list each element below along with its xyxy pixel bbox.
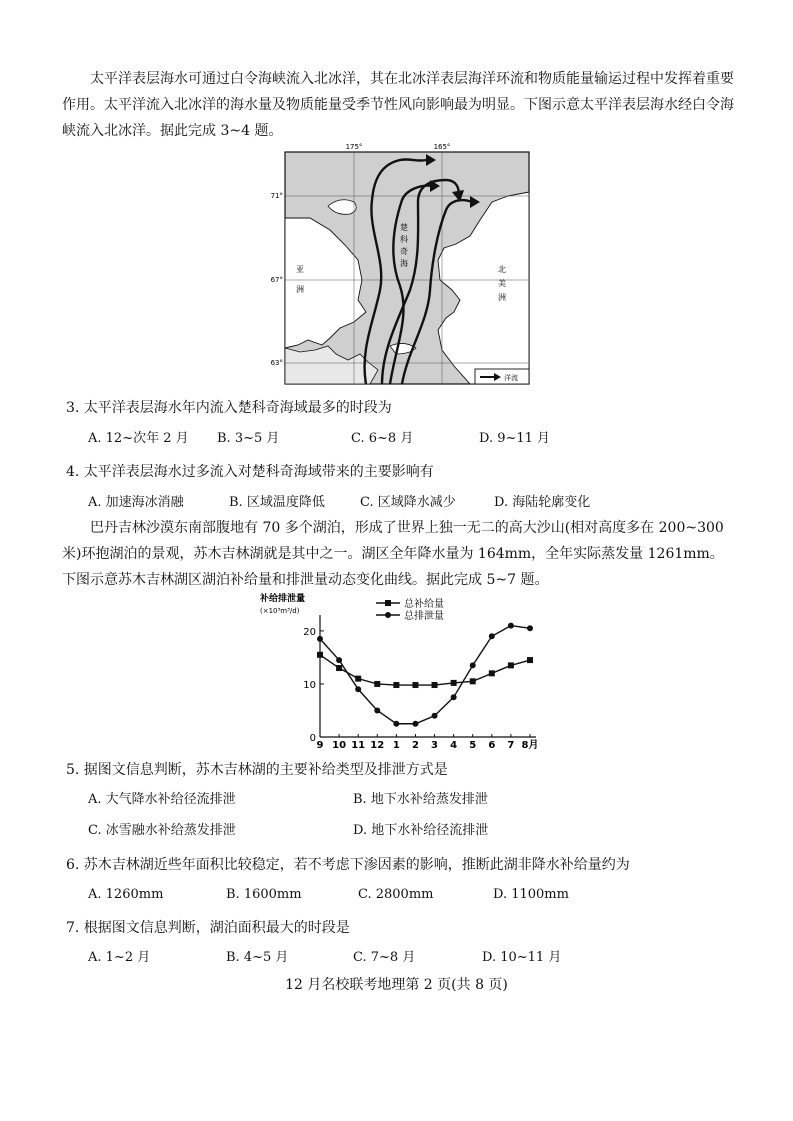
legend-circle-icon: [385, 612, 391, 618]
legend-label-1: 总排泄量: [404, 611, 444, 622]
supply-point: [432, 682, 438, 688]
x-tick-label: 3: [431, 740, 439, 751]
legend-label-0: 总补给量: [404, 599, 444, 610]
q5-option-c[interactable]: C. 冰雪融水补给蒸发排泄: [88, 823, 236, 838]
q3-option-b[interactable]: B. 3~5 月: [217, 431, 280, 446]
q3-option-a[interactable]: A. 12~次年 2 月: [88, 431, 189, 446]
q4-option-a[interactable]: A. 加速海冰消融: [88, 495, 184, 510]
lake-balance-chart: [258, 591, 540, 751]
lat-label-63: 63°: [270, 359, 283, 367]
supply-point: [527, 657, 533, 663]
x-tick-label: 5: [469, 740, 477, 751]
x-tick-label: 12: [370, 740, 385, 751]
legend-label: 洋流: [504, 374, 518, 382]
discharge-point: [412, 721, 418, 727]
discharge-point: [508, 623, 514, 629]
x-tick-label: 6: [488, 740, 496, 751]
x-tick-label: 10: [332, 740, 347, 751]
north-america-label: 北美洲: [498, 265, 506, 302]
q7-option-c[interactable]: C. 7~8 月: [353, 950, 416, 965]
question-4-stem: 4. 太平洋表层海水过多流入对楚科奇海域带来的主要影响有: [66, 464, 434, 480]
series-line-0: [320, 655, 530, 685]
bering-strait-map: [270, 140, 535, 388]
discharge-point: [355, 686, 361, 692]
intro-paragraph-2: 巴丹吉林沙漠东南部腹地有 70 多个湖泊，形成了世界上独一无二的高大沙山(相对高度多在 200~300 米)环抱湖泊的景观，苏木吉林湖就是其中之一。湖区全年降水量为 164mm，全年实际蒸发量 1261mm。下图示意苏木吉林湖区湖泊补给量和排泄量动态变化曲线。据此完成 5~7 题。: [62, 520, 724, 588]
discharge-point: [317, 636, 323, 642]
lon-label-175: 175°: [345, 143, 363, 151]
supply-point: [412, 682, 418, 688]
supply-point: [374, 681, 380, 687]
chart-axes: [303, 615, 538, 751]
discharge-point: [374, 707, 380, 713]
q3-option-d[interactable]: D. 9~11 月: [479, 431, 551, 446]
discharge-point: [451, 694, 457, 700]
discharge-point: [527, 625, 533, 631]
q7-option-d[interactable]: D. 10~11 月: [482, 950, 562, 965]
supply-point: [470, 678, 476, 684]
lat-label-67: 67°: [270, 276, 283, 284]
legend-square-icon: [385, 600, 391, 606]
y-tick-label: 10: [303, 679, 316, 691]
discharge-point: [470, 662, 476, 668]
x-tick-label: 9: [316, 740, 324, 751]
q6-option-a[interactable]: A. 1260mm: [88, 887, 164, 902]
q4-option-d[interactable]: D. 海陆轮廓变化: [494, 495, 591, 510]
x-tick-label: 2: [411, 740, 419, 751]
intro-paragraph-1: 太平洋表层海水可通过白令海峡流入北冰洋，其在北冰洋表层海洋环流和物质能量输运过程中发挥着重要作用。太平洋流入北冰洋的海水量及物质能量受季节性风向影响最为明显。下图示意太平洋表层海水经白令海峡流入北冰洋。据此完成 3~4 题。: [62, 71, 734, 139]
x-tick-label: 4: [450, 740, 458, 751]
x-tick-label: 7: [507, 740, 515, 751]
q6-option-b[interactable]: B. 1600mm: [226, 887, 302, 902]
discharge-point: [336, 657, 342, 663]
supply-point: [317, 652, 323, 658]
chart-ylabel: 补给排泄量: [260, 594, 306, 604]
discharge-point: [489, 633, 495, 639]
sea-label: 楚科奇海: [400, 223, 408, 268]
y-tick-label: 20: [303, 626, 316, 638]
q6-option-d[interactable]: D. 1100mm: [493, 887, 569, 902]
x-tick-label: 8月: [521, 740, 539, 751]
supply-point: [393, 682, 399, 688]
y-tick-label: 0: [309, 733, 316, 744]
chart-yunit: (×10³m³/d): [260, 607, 300, 615]
q7-option-a[interactable]: A. 1~2 月: [88, 950, 151, 965]
supply-point: [355, 676, 361, 682]
question-6-stem: 6. 苏木吉林湖近些年面积比较稳定，若不考虑下渗因素的影响，推断此湖非降水补给量约为: [66, 857, 630, 873]
q5-option-b[interactable]: B. 地下水补给蒸发排泄: [353, 792, 488, 807]
supply-point: [451, 680, 457, 686]
q7-option-b[interactable]: B. 4~5 月: [226, 950, 289, 965]
x-tick-label: 1: [392, 740, 400, 751]
q4-option-b[interactable]: B. 区域温度降低: [229, 495, 325, 510]
discharge-point: [393, 721, 399, 727]
asia-label: 亚洲: [296, 265, 304, 294]
supply-point: [489, 670, 495, 676]
lat-label-71: 71°: [270, 192, 283, 200]
q3-option-c[interactable]: C. 6~8 月: [351, 431, 414, 446]
page-footer: 12 月名校联考地理第 2 页(共 8 页): [285, 977, 508, 993]
x-tick-label: 11: [351, 740, 366, 751]
question-5-stem: 5. 据图文信息判断，苏木吉林湖的主要补给类型及排泄方式是: [66, 762, 448, 778]
supply-point: [508, 662, 514, 668]
chart-series: [317, 623, 533, 727]
q4-option-c[interactable]: C. 区域降水减少: [360, 495, 456, 510]
discharge-point: [432, 713, 438, 719]
q5-option-d[interactable]: D. 地下水补给径流排泄: [353, 823, 489, 838]
question-3-stem: 3. 太平洋表层海水年内流入楚科奇海域最多的时段为: [66, 400, 392, 416]
q5-option-a[interactable]: A. 大气降水补给径流排泄: [88, 792, 236, 807]
chart-legend: [376, 597, 444, 622]
q6-option-c[interactable]: C. 2800mm: [358, 887, 434, 902]
lon-label-165: 165°: [433, 143, 451, 151]
supply-point: [336, 665, 342, 671]
question-7-stem: 7. 根据图文信息判断，湖泊面积最大的时段是: [66, 920, 350, 936]
